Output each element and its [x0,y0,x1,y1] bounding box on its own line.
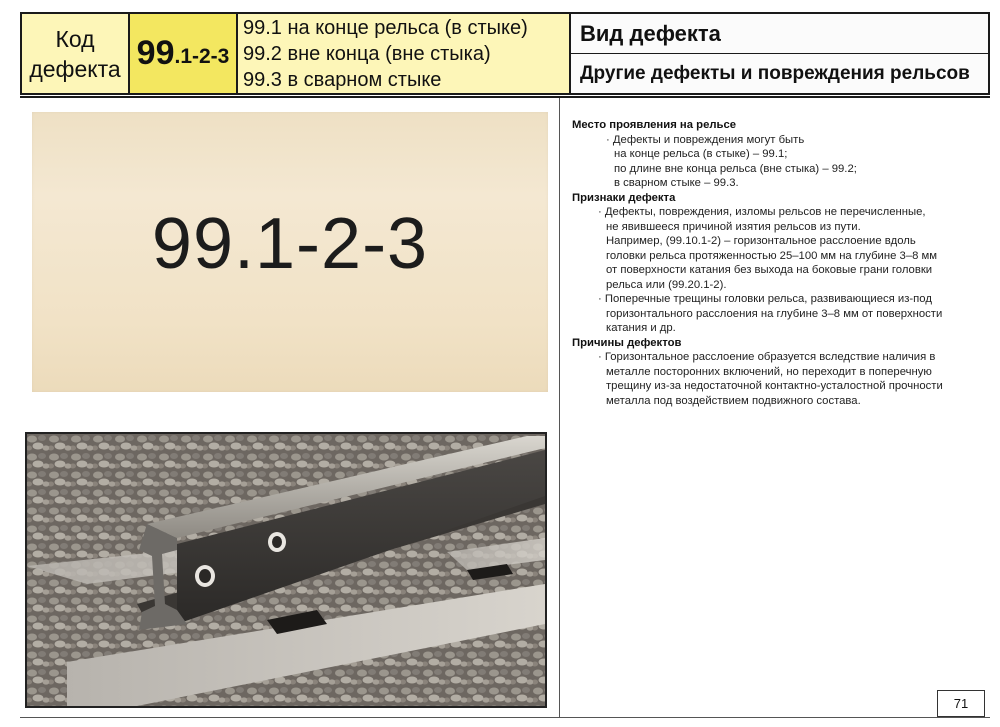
defect-description [572,118,982,408]
defect-type-title: Вид дефекта [571,14,988,54]
code-suffix: .1-2-3 [174,44,230,68]
section-title-causes: Причины дефектов [572,336,682,349]
text-line: катания и др. [606,322,676,334]
defect-header [20,12,990,95]
defect-type-cell [571,14,988,93]
panel-code-suffix: .1-2-3 [234,204,429,284]
code-main: 99 [136,34,175,72]
section-title-location: Место проявления на рельсе [572,119,737,131]
header-divider [20,96,990,98]
text-line: от поверхности катания без выхода на боковые грани головки [606,264,933,276]
text-line: · Дефекты, повреждения, изломы рельсов не перечисленные, [598,206,926,218]
text-line: на конце рельса (в стыке) – 99.1; [614,148,788,160]
text-line: Например, (99.10.1-2) – горизонтальное расслоение вдоль [606,235,916,247]
rail-illustration [27,434,545,706]
text-line: металле посторонних включений, но переходит в поперечную [606,365,932,378]
text-line: горизонтального расслоения на глубине 3–8 мм от поверхности [606,307,943,320]
code-label-line1: Код [55,25,95,52]
column-divider [559,98,560,718]
variant-item: 99.1 на конце рельса (в стыке) [243,16,528,39]
text-line: · Поперечные трещины головки рельса, развивающиеся из-под [598,293,932,305]
panel-code-main: 99 [151,204,234,284]
panel-code [152,203,428,285]
location-text [572,133,982,191]
code-value-cell [130,14,238,93]
variant-item: 99.3 в сварном стыке [243,68,442,91]
code-label-line2: дефекта [29,55,121,82]
text-line: трещину из-за недостаточной контактно-усталостной прочности [606,380,943,392]
section-title-signs: Признаки дефекта [572,191,676,204]
causes-text [572,350,982,408]
footer-divider [20,717,990,718]
text-line: металла под воздействием подвижного состава. [606,394,861,407]
text-line: головки рельса протяженностью 25–100 мм на глубине 3–8 мм [606,249,938,262]
defect-category: Другие дефекты и повреждения рельсов [580,63,970,84]
variant-item: 99.2 вне конца (вне стыка) [243,42,491,65]
code-variants-cell [238,14,571,93]
text-line: по длине вне конца рельса (вне стыка) – 99.2; [614,162,857,175]
code-label-cell [22,14,130,93]
text-line: · Дефекты и повреждения могут быть [606,133,805,146]
page-number: 71 [937,690,985,717]
text-line: в сварном стыке – 99.3. [614,177,739,189]
text-line: рельса или (99.20.1-2). [606,278,727,291]
rail-photo [25,432,547,708]
text-line: не явившееся причиной изятия рельсов из пути. [606,220,861,233]
defect-code-panel [32,112,548,392]
signs-text [572,205,982,336]
text-line: · Горизонтальное расслоение образуется вследствие наличия в [598,351,936,363]
